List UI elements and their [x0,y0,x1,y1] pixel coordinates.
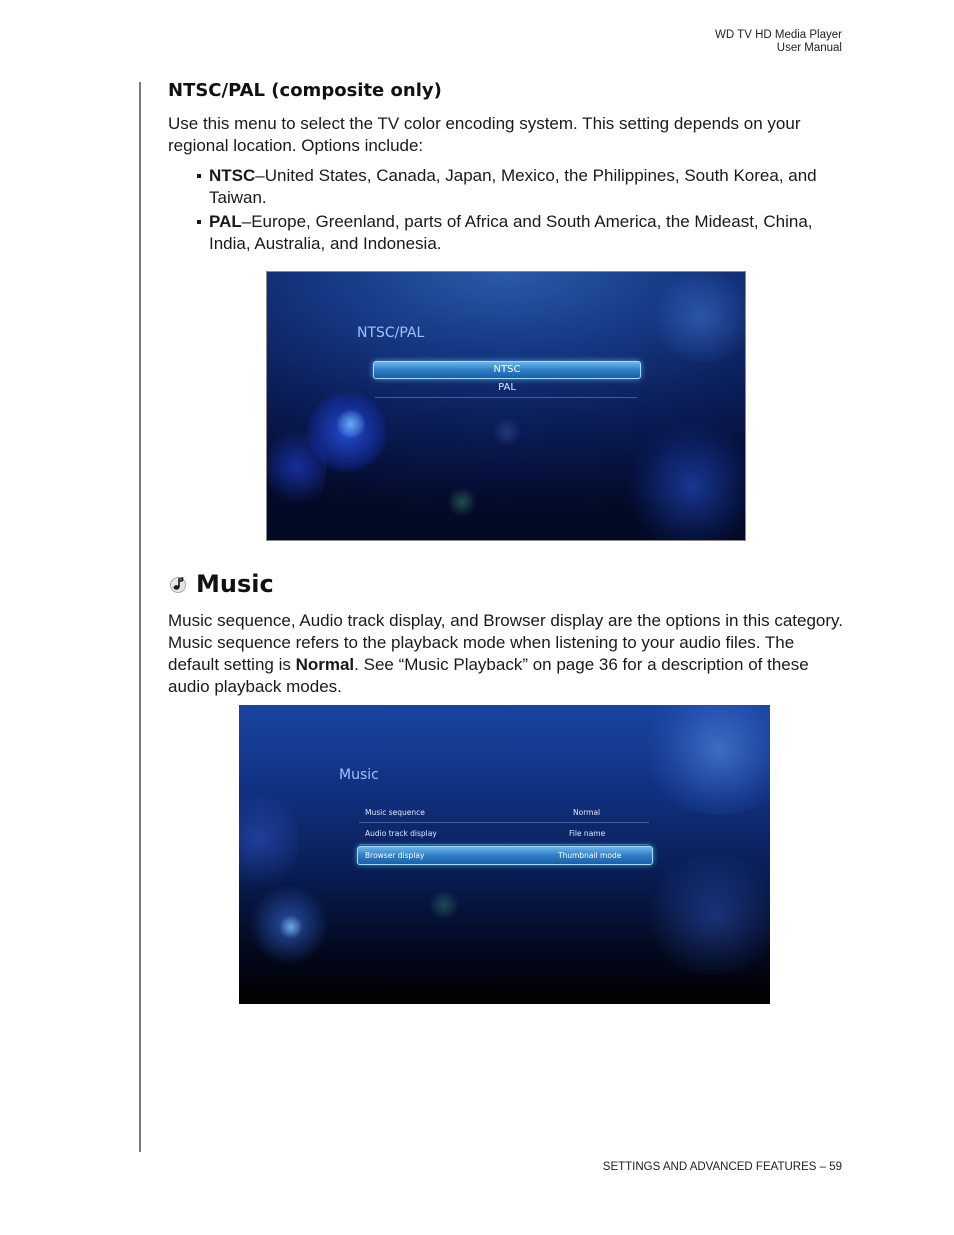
menu-divider [359,844,649,845]
header-doc: User Manual [776,42,842,54]
row-value-audio-track-display[interactable]: File name [569,829,606,838]
option-ntsc[interactable]: NTSC [493,364,521,375]
ntsc-bullet-list [168,165,848,255]
music-para-bold: Normal [295,655,355,674]
bullet-icon [197,220,201,224]
music-screenshot [239,705,770,1004]
row-label-audio-track-display[interactable]: Audio track display [365,829,437,838]
bokeh-light [639,855,770,975]
bokeh-light [627,422,746,541]
margin-rule [139,82,141,1152]
music-note-icon [168,574,188,594]
bullet-icon [197,174,201,178]
running-header [715,29,842,55]
row-value-browser-display[interactable]: Thumbnail mode [558,851,622,860]
bokeh-light [447,487,477,517]
ntsc-heading: NTSC/PAL (composite only) [168,80,442,101]
ntsc-section [168,78,848,255]
bullet-ntsc [168,165,848,209]
music-heading: Music [196,570,274,598]
header-product: WD TV HD Media Player [715,29,842,41]
page-footer: SETTINGS AND ADVANCED FEATURES – 59 [602,1161,842,1173]
bokeh-light [639,705,770,815]
menu-divider [359,822,649,823]
bullet-term: PAL [209,212,242,231]
music-screen-title: Music [339,767,379,783]
ntsc-screen-title: NTSC/PAL [357,325,425,341]
bokeh-light [429,890,459,920]
music-para-text: . See “Music Playback” on page 36 for a description of these audio playback modes. [168,655,809,696]
bullet-text: –United States, Canada, Japan, Mexico, the Philippines, South Korea, and Taiwan. [209,166,817,207]
bokeh-light [267,422,327,512]
music-para-text: Music sequence, Audio track display, and Browser display are the options in this category. Music sequence refers to the playback mode when listening to your audio files. The default setting is [168,611,844,674]
bokeh-light [239,785,299,895]
ntsc-intro: Use this menu to select the TV color encoding system. This setting depends on your regional location. Options include: [168,114,801,155]
bullet-text: –Europe, Greenland, parts of Africa and South America, the Mideast, China, India, Australia, and Indonesia. [209,212,813,253]
music-heading-group [168,568,274,600]
bullet-term: NTSC [209,166,256,185]
option-pal[interactable]: PAL [498,382,516,393]
ntsc-pal-screenshot [266,271,746,541]
bokeh-light [647,272,746,362]
row-label-music-sequence[interactable]: Music sequence [365,808,425,817]
bokeh-light [279,915,303,939]
row-value-music-sequence[interactable]: Normal [573,808,601,817]
bokeh-light [337,410,365,438]
row-label-browser-display[interactable]: Browser display [365,851,425,860]
menu-divider [375,397,637,398]
bullet-pal [168,211,848,255]
bokeh-light [492,417,522,447]
music-paragraph [168,610,848,698]
